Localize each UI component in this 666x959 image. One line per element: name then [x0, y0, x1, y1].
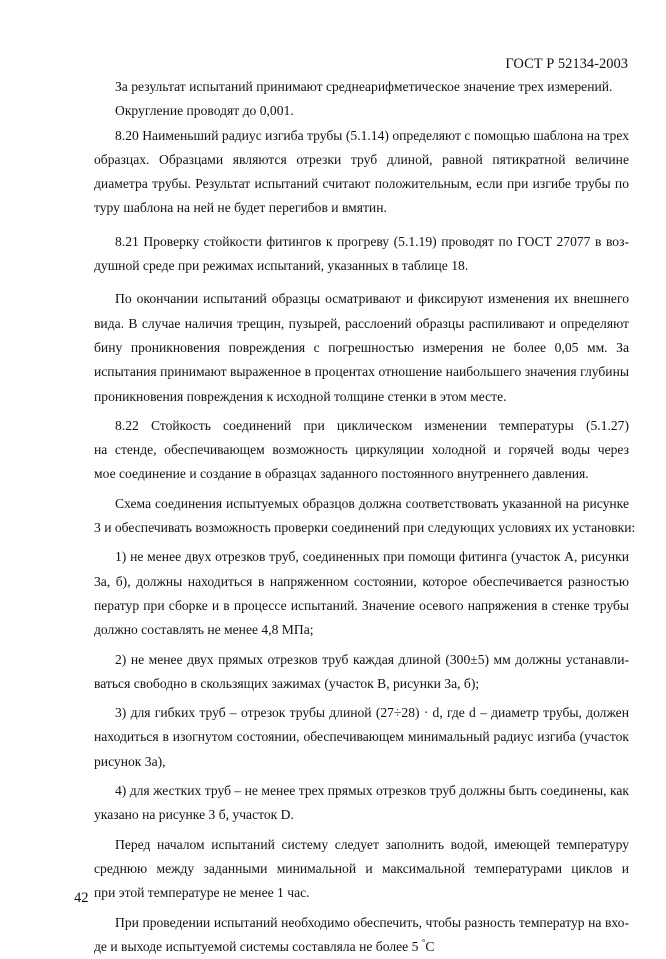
page-number: 42 — [74, 890, 89, 907]
text-line: диаметра трубы. Результат испытаний считают положительным, если при изгибе трубы по — [94, 172, 629, 196]
text-line: вида. В случае наличия трещин, пузырей, расслоений образцы распиливают и определяют — [94, 312, 629, 336]
text-line: испытания принимают выраженное в процентах отношение наибольшего значения глубины — [94, 360, 629, 384]
text-line: 8.20 Наименьший радиус изгиба трубы (5.1.14) определяют с помощью шаблона на трех — [115, 124, 629, 148]
text-line: указано на рисунке 3 б, участок D. — [94, 803, 629, 827]
text-fragment: де и выходе испытуемой системы составляла не более 5 — [94, 939, 418, 954]
paragraph-fill-system — [115, 833, 629, 906]
paragraph-connection-scheme — [115, 492, 629, 541]
text-line: должно составлять не менее 4,8 МПа; — [94, 618, 629, 642]
text-line: За результат испытаний принимают среднеарифметическое значение трех измерений. — [115, 75, 629, 99]
text-line: Схема соединения испытуемых образцов должна соответствовать указанной на рисунке — [115, 492, 629, 516]
text-line: 4) для жестких труб – не менее трех прямых отрезков труб должны быть соединены, как — [115, 779, 629, 803]
text-line: Перед началом испытаний систему следует заполнить водой, имеющей температуру — [115, 833, 629, 857]
text-line: рисунок 3а), — [94, 750, 629, 774]
text-line: образцах. Образцами являются отрезки труб длиной, равной пятикратной величине — [94, 148, 629, 172]
text-line: среднюю между заданными минимальной и максимальной температурами циклов и — [94, 857, 629, 881]
text-line: мое соединение и создание в образцах заданного постоянного внутреннего давления. — [94, 462, 629, 486]
paragraph-8-21 — [115, 230, 629, 279]
text-line: 2) не менее двух прямых отрезков труб каждая длиной (300±5) мм должны устанавли- — [115, 648, 629, 672]
paragraph-8-20 — [115, 124, 629, 221]
list-item-2 — [115, 648, 629, 697]
text-line: При проведении испытаний необходимо обеспечить, чтобы разность температур на вхо- — [115, 911, 629, 935]
text-line — [94, 935, 629, 959]
text-line: при этой температуре не менее 1 час. — [94, 881, 629, 905]
text-line: бину проникновения повреждения с погрешностью измерения не более 0,05 мм. За — [94, 336, 629, 360]
degree-sign: ° — [422, 937, 426, 947]
list-item-3 — [115, 701, 629, 774]
text-line: Округление проводят до 0,001. — [115, 99, 629, 123]
text-line: ваться свободно в скользящих зажимах (участок В, рисунки 3а, б); — [94, 672, 629, 696]
paragraph-inspection — [115, 287, 629, 408]
text-line: туру шаблона на ней не будет перегибов и вмятин. — [94, 196, 629, 220]
text-line: ператур при сборке и в процессе испытаний. Значение осевого напряжения в стенке трубы — [94, 594, 629, 618]
text-line: 3а, б), должны находиться в напряженном состоянии, которое обеспечивается разностью — [94, 570, 629, 594]
text-line: на стенде, обеспечивающем возможность циркуляции холодной и горячей воды через — [94, 438, 629, 462]
paragraph-temperature-difference — [115, 911, 629, 959]
text-line: находиться в изогнутом состоянии, обеспечивающем минимальный радиус изгиба (участок — [94, 725, 629, 749]
paragraph-8-22 — [115, 414, 629, 487]
list-item-1 — [115, 545, 629, 642]
text-line: проникновения повреждения к исходной толщине стенки в этом месте. — [94, 385, 629, 409]
document-code-header: ГОСТ Р 52134-2003 — [505, 56, 628, 73]
text-line: 8.22 Стойкость соединений при циклическом изменении температуры (5.1.27) — [115, 414, 629, 438]
text-line: По окончании испытаний образцы осматривают и фиксируют изменения их внешнего — [115, 287, 629, 311]
paragraph-result-averaging — [115, 75, 629, 124]
text-line: 3) для гибких труб – отрезок трубы длиной (27÷28) · d, где d – диаметр трубы, должен — [115, 701, 629, 725]
text-line: 1) не менее двух отрезков труб, соединенных при помощи фитинга (участок А, рисунки — [115, 545, 629, 569]
list-item-4 — [115, 779, 629, 828]
text-line: душной среде при режимах испытаний, указанных в таблице 18. — [94, 254, 629, 278]
document-body — [115, 75, 629, 959]
celsius-unit: С — [425, 939, 434, 954]
text-line: 3 и обеспечивать возможность проверки соединений при следующих условиях их установки: — [94, 516, 629, 540]
text-line: 8.21 Проверку стойкости фитингов к прогреву (5.1.19) проводят по ГОСТ 27077 в воз- — [115, 230, 629, 254]
